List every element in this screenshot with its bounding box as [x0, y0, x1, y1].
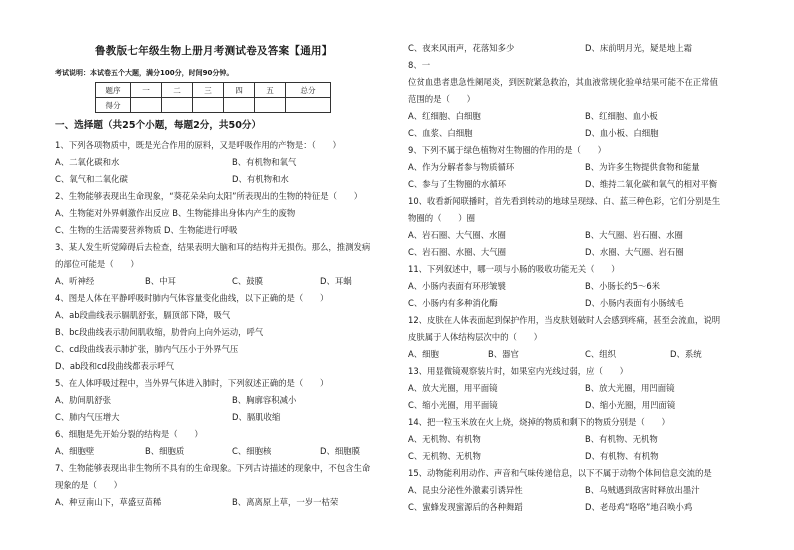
- question-14-option-c: C、无机物、无机物: [408, 451, 481, 461]
- question-3-option-c: C、鼓膜: [232, 276, 263, 286]
- score-header-cell: 总分: [286, 83, 331, 98]
- question-13-option-b: B、放大光圈，用凹面镜: [585, 383, 675, 393]
- score-table: [95, 82, 331, 113]
- question-3-option-a: A、听神经: [55, 276, 95, 286]
- question-5-option-b: B、胸廓容积减小: [232, 395, 297, 405]
- question-8-continued: 范围的是（ ）: [408, 94, 475, 104]
- question-3-option-b: B、中耳: [145, 276, 176, 286]
- score-header-cell: 四: [224, 83, 255, 98]
- question-10-option-c: C、岩石圈、水圈、大气圈: [408, 247, 506, 257]
- question-3: 3、某人发生听觉障碍后去检查，结果表明大脑和耳的结构并无损伤。那么，推测发病: [55, 242, 371, 252]
- question-8-option-b: B、红细胞、血小板: [585, 111, 658, 121]
- question-12-option-c: C、组织: [585, 349, 616, 359]
- question-11-option-d: D、小肠内表面有小肠绒毛: [585, 298, 684, 308]
- score-cell[interactable]: [131, 98, 162, 113]
- question-12-option-b: B、器官: [488, 349, 519, 359]
- question-5-option-d: D、膈肌收缩: [232, 412, 281, 422]
- score-cell[interactable]: [193, 98, 224, 113]
- question-15-option-c: C、蜜蜂发现蜜源后的各种舞蹈: [408, 502, 523, 512]
- question-10-option-b: B、大气圈、岩石圈、水圈: [585, 230, 683, 240]
- question-12-option-d: D、系统: [670, 349, 702, 359]
- score-cell[interactable]: [224, 98, 255, 113]
- question-6-option-c: C、细胞核: [232, 446, 272, 456]
- exam-title: 鲁教版七年级生物上册月考测试卷及答案【通用】: [95, 45, 333, 57]
- question-9-option-a: A、作为分解者参与物质循环: [408, 162, 515, 172]
- question-5-option-c: C、肺内气压增大: [55, 412, 120, 422]
- question-14-option-d: D、有机物、有机物: [585, 451, 659, 461]
- question-12-continued: 皮肤属于人体结构层次中的（ ）: [408, 332, 542, 342]
- exam-note: 考试说明：本试卷五个大题，满分100分，时间90分钟。: [55, 69, 234, 77]
- question-2-option-ab: A、生物能对外界刺激作出反应 B、生物能排出身体内产生的废物: [55, 208, 296, 218]
- question-6-option-b: B、细胞质: [145, 446, 185, 456]
- score-table-header-row: [96, 83, 331, 98]
- question-5-option-a: A、肋间肌舒张: [55, 395, 111, 405]
- question-7: 7、生物能够表现出非生物所不具有的生命现象。下列古诗描述的现象中，不包含生命: [55, 463, 371, 473]
- section-heading-choice: 一、选择题（共25个小题，每题2分，共50分）: [55, 120, 262, 131]
- question-13-option-a: A、放大光圈，用平面镜: [408, 383, 498, 393]
- question-15-option-d: D、老母鸡“咯咯”地召唤小鸡: [585, 502, 693, 512]
- question-15-option-b: B、乌贼遇到敌害时释放出墨汁: [585, 485, 700, 495]
- question-11-option-c: C、小肠内有多种消化酶: [408, 298, 498, 308]
- score-cell[interactable]: [286, 98, 331, 113]
- question-4-option-c: C、cd段曲线表示肺扩张，肺内气压小于外界气压: [55, 344, 239, 354]
- question-9-option-b: B、为许多生物提供食物和能量: [585, 162, 700, 172]
- question-7-option-b: B、离离原上草，一岁一枯荣: [232, 497, 339, 507]
- question-10: 10、收看新闻联播时，首先看到转动的地球呈现绿、白、蓝三种色彩，它们分别是生: [408, 196, 721, 206]
- question-4-option-a: A、ab段曲线表示膈肌舒张，膈顶部下降，吸气: [55, 310, 231, 320]
- question-15: 15、动物能利用动作、声音和气味传递信息，以下不属于动物个体间信息交流的是: [408, 468, 712, 478]
- question-2-option-cd: C、生物的生活需要营养物质 D、生物能进行呼吸: [55, 225, 238, 235]
- question-12-option-a: A、细胞: [408, 349, 439, 359]
- question-6-option-a: A、细胞壁: [55, 446, 95, 456]
- question-7-option-a: A、种豆南山下，草盛豆苗稀: [55, 497, 162, 507]
- score-header-cell: 二: [162, 83, 193, 98]
- question-8-option-d: D、血小板、白细胞: [585, 128, 659, 138]
- question-4-option-b: B、bc段曲线表示肋间肌收缩，肋骨向上向外运动，呼气: [55, 327, 264, 337]
- question-9-option-d: D、维持二氧化碳和氧气的相对平衡: [585, 179, 718, 189]
- question-7-option-c: C、夜来风雨声，花落知多少: [408, 43, 515, 53]
- question-1-option-b: B、有机物和氧气: [232, 157, 297, 167]
- question-7-option-d: D、床前明月光，疑是地上霜: [585, 43, 692, 53]
- question-2: 2、生物能够表现出生命现象，“葵花朵朵向太阳”所表现出的生物的特征是（ ）: [55, 191, 363, 201]
- question-13: 13、用显微镜观察装片时，如果室内光线过弱，应（ ）: [408, 366, 629, 376]
- question-6: 6、细胞是先开始分裂的结构是（ ）: [55, 429, 203, 439]
- question-11-option-a: A、小肠内表面有环形皱襞: [408, 281, 506, 291]
- question-8: 8、一: [408, 60, 431, 70]
- question-1-option-c: C、氧气和二氧化碳: [55, 174, 128, 184]
- score-header-cell: 三: [193, 83, 224, 98]
- question-13-option-d: D、缩小光圈，用凹面镜: [585, 400, 676, 410]
- question-10-option-a: A、岩石圈、大气圈、水圈: [408, 230, 506, 240]
- question-9-option-c: C、参与了生物圈的水循环: [408, 179, 506, 189]
- question-13-option-c: C、缩小光圈，用平面镜: [408, 400, 498, 410]
- question-1: 1、下列各项物质中，既是光合作用的原料，又是呼吸作用的产物是：（ ）: [55, 140, 341, 150]
- question-12: 12、皮肤在人体表面起到保护作用，当皮肤划破时人会感到疼痛，甚至会流血，说明: [408, 315, 721, 325]
- score-row-label: 得分: [96, 98, 131, 113]
- question-4-option-d: D、ab段和cd段曲线都表示呼气: [55, 361, 174, 371]
- question-10-option-d: D、水圈、大气圈、岩石圈: [585, 247, 684, 257]
- score-cell[interactable]: [255, 98, 286, 113]
- question-4: 4、图是人体在平静呼吸时肺内气体容量变化曲线，以下正确的是（ ）: [55, 293, 329, 303]
- question-8-option-a: A、红细胞、白细胞: [408, 111, 481, 121]
- score-cell[interactable]: [162, 98, 193, 113]
- question-11: 11、下列叙述中，哪一项与小肠的吸收功能无关（ ）: [408, 264, 620, 274]
- question-14-option-b: B、有机物、无机物: [585, 434, 658, 444]
- question-8-option-c: C、血浆、白细胞: [408, 128, 473, 138]
- question-1-option-d: D、有机物和水: [232, 174, 289, 184]
- question-14-option-a: A、无机物、有机物: [408, 434, 481, 444]
- question-7-continued: 现象的是（ ）: [55, 480, 122, 490]
- question-5: 5、在人体呼吸过程中，当外界气体进入肺时，下列叙述正确的是（ ）: [55, 378, 329, 388]
- question-3-continued: 的部位可能是（ ）: [55, 259, 139, 269]
- question-6-option-d: D、细胞膜: [320, 446, 360, 456]
- question-11-option-b: B、小肠长约5～6米: [585, 281, 661, 291]
- score-header-cell: 五: [255, 83, 286, 98]
- score-table-score-row: [96, 98, 331, 113]
- question-9: 9、下列不属于绿色植物对生物圈的作用的是（ ）: [408, 145, 606, 155]
- question-3-option-d: D、耳蜗: [320, 276, 352, 286]
- question-8-text: 位贫血患者患急性阑尾炎，到医院紧急救治，其血液常规化验单结果可能不在正常值: [408, 77, 718, 87]
- question-14: 14、把一粒玉米放在火上烧，烧掉的物质和剩下的物质分别是（ ）: [408, 417, 670, 427]
- score-header-cell: 题序: [96, 83, 131, 98]
- score-header-cell: 一: [131, 83, 162, 98]
- question-15-option-a: A、昆虫分泌性外激素引诱异性: [408, 485, 523, 495]
- question-10-continued: 物圈的（ ）圈: [408, 213, 475, 223]
- question-1-option-a: A、二氧化碳和水: [55, 157, 120, 167]
